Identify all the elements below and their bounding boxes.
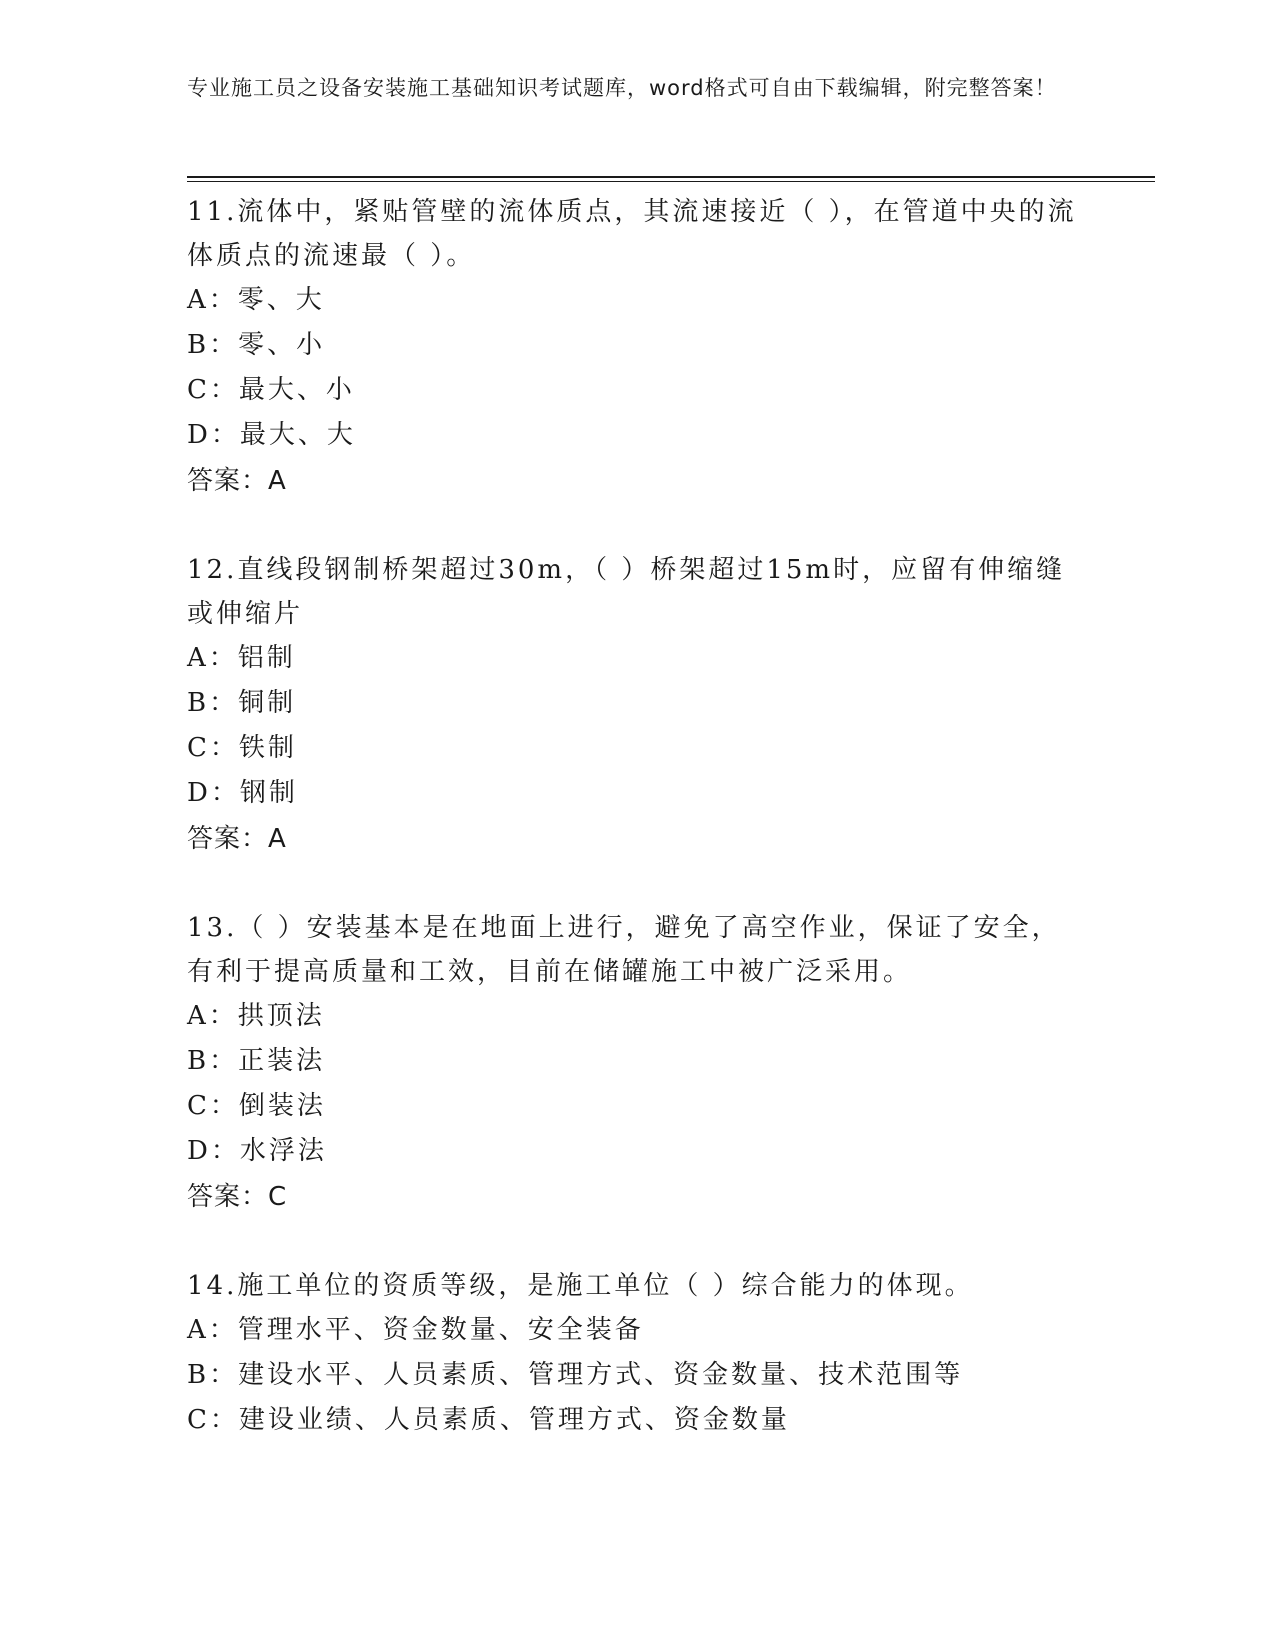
option-b: B：铜制 (187, 688, 297, 718)
question-14 (187, 1264, 1087, 1443)
question-11 (187, 190, 1087, 504)
question-13 (187, 906, 1087, 1220)
option-d: D：水浮法 (187, 1136, 327, 1166)
option-a: A：铝制 (187, 643, 296, 673)
option-b: B：建设水平、人员素质、管理方式、资金数量、技术范围等 (187, 1360, 964, 1390)
question-stem: 11.流体中，紧贴管壁的流体质点，其流速接近（ ），在管道中央的流体质点的流速最（ ）。 (187, 197, 1077, 271)
option-d: D：钢制 (187, 778, 298, 808)
question-stem: 12.直线段钢制桥架超过30m，（ ）桥架超过15m时，应留有伸缩缝或伸缩片 (187, 555, 1066, 629)
header-divider-thin (187, 181, 1155, 182)
option-a: A：管理水平、资金数量、安全装备 (187, 1315, 644, 1345)
answer-line: 答案：C (187, 1182, 288, 1212)
question-stem: 14.施工单位的资质等级，是施工单位（ ）综合能力的体现。 (187, 1271, 974, 1301)
option-a: A：零、大 (187, 285, 325, 315)
option-b: B：正装法 (187, 1046, 326, 1076)
header-divider-thick (187, 176, 1155, 178)
answer-line: 答案：A (187, 466, 287, 496)
question-12 (187, 548, 1087, 862)
answer-line: 答案：A (187, 824, 287, 854)
document-header: 专业施工员之设备安装施工基础知识考试题库，word格式可自由下载编辑，附完整答案！ (187, 76, 1057, 100)
option-b: B：零、小 (187, 330, 326, 360)
option-c: C：最大、小 (187, 375, 355, 405)
question-stem: 13.（ ）安装基本是在地面上进行，避免了高空作业，保证了安全，有利于提高质量和工效，目前在储罐施工中被广泛采用。 (187, 913, 1061, 987)
option-c: C：倒装法 (187, 1091, 326, 1121)
option-d: D：最大、大 (187, 420, 356, 450)
option-a: A：拱顶法 (187, 1001, 325, 1031)
question-list (187, 190, 1087, 1487)
option-c: C：铁制 (187, 733, 297, 763)
option-c: C：建设业绩、人员素质、管理方式、资金数量 (187, 1405, 790, 1435)
